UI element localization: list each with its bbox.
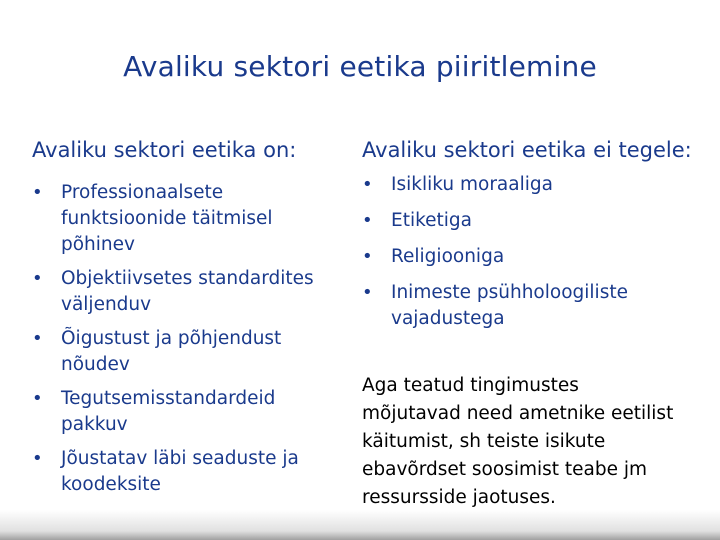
note-paragraph: Aga teatud tingimustes mõjutavad need ametnike eetilist käitumist, sh teiste isikute ebavõrdset soosimist teabe jm ressursside jaotuses.	[362, 375, 674, 508]
left-list-item	[32, 386, 337, 438]
bottom-gradient-bar	[0, 510, 720, 540]
left-list-item	[32, 446, 337, 498]
right-list-item	[362, 208, 707, 234]
right-list-item-text: Isikliku moraaliga	[391, 174, 553, 195]
left-column-heading: Avaliku sektori eetika on:	[32, 138, 297, 162]
right-list-item-text: Inimeste psühholoogiliste vajadustega	[391, 282, 628, 329]
right-list-item-text: Etiketiga	[391, 210, 472, 231]
slide-title: Avaliku sektori eetika piiritlemine	[123, 50, 597, 83]
left-list-item	[32, 180, 337, 258]
bullet-icon: •	[32, 182, 43, 203]
left-list-item-text: Jõustatav läbi seaduste ja koodeksite	[61, 448, 299, 495]
bullet-icon: •	[362, 174, 373, 195]
right-column	[362, 136, 707, 512]
bullet-icon: •	[362, 210, 373, 231]
left-list-item	[32, 326, 337, 378]
left-list-item-text: Professionaalsete funktsioonide täitmisel põhinev	[61, 182, 273, 255]
right-column-heading: Avaliku sektori eetika ei tegele:	[362, 138, 692, 162]
left-list-item-text: Objektiivsetes standardites väljenduv	[61, 268, 314, 315]
bullet-icon: •	[32, 388, 43, 409]
bullet-icon: •	[362, 282, 373, 303]
bullet-icon: •	[32, 328, 43, 349]
bullet-icon: •	[362, 246, 373, 267]
bullet-icon: •	[32, 448, 43, 469]
left-column	[32, 136, 337, 506]
left-list-item-text: Õigustust ja põhjendust nõudev	[61, 328, 282, 375]
right-bullet-list	[362, 172, 707, 332]
bullet-icon: •	[32, 268, 43, 289]
right-list-item	[362, 280, 707, 332]
left-list-item-text: Tegutsemisstandardeid pakkuv	[61, 388, 276, 435]
right-list-item	[362, 244, 707, 270]
left-bullet-list	[32, 180, 337, 498]
left-list-item	[32, 266, 337, 318]
right-list-item	[362, 172, 707, 198]
right-list-item-text: Religiooniga	[391, 246, 505, 267]
